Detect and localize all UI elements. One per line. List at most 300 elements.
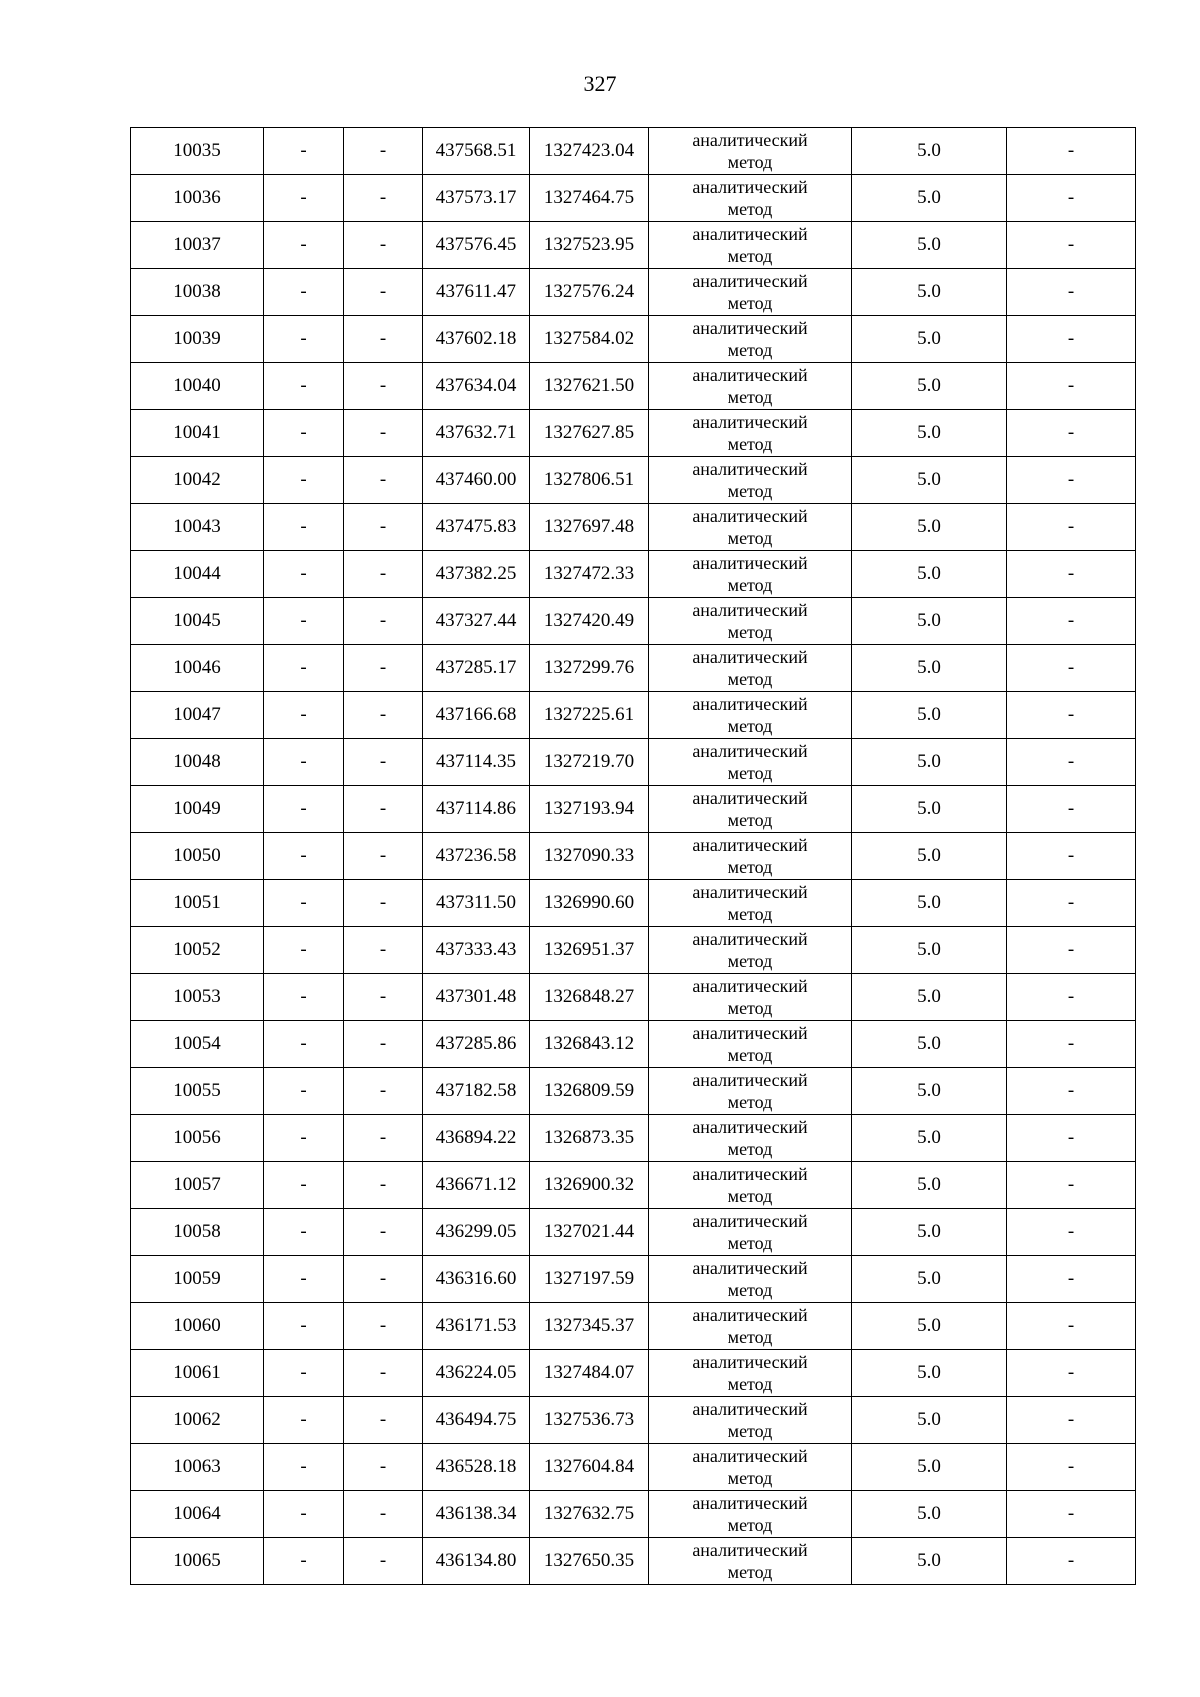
empty-value-cell: - bbox=[1007, 1209, 1136, 1256]
method-line-2: метод bbox=[727, 622, 773, 642]
accuracy-cell: 5.0 bbox=[852, 927, 1007, 974]
method-line-1: аналитический bbox=[692, 1399, 808, 1419]
table-row bbox=[131, 269, 1136, 316]
empty-value-cell: - bbox=[1007, 363, 1136, 410]
accuracy-cell: 5.0 bbox=[852, 269, 1007, 316]
empty-value-cell: - bbox=[264, 645, 344, 692]
x-coordinate-cell: 437475.83 bbox=[423, 504, 530, 551]
method-cell bbox=[649, 1068, 852, 1115]
y-coordinate-cell: 1327423.04 bbox=[530, 128, 649, 175]
accuracy-cell: 5.0 bbox=[852, 1209, 1007, 1256]
table-row bbox=[131, 786, 1136, 833]
empty-value-cell: - bbox=[1007, 551, 1136, 598]
method-cell bbox=[649, 927, 852, 974]
method-line-2: метод bbox=[727, 998, 773, 1018]
x-coordinate-cell: 437460.00 bbox=[423, 457, 530, 504]
table-body bbox=[131, 128, 1136, 1585]
y-coordinate-cell: 1327632.75 bbox=[530, 1491, 649, 1538]
y-coordinate-cell: 1327576.24 bbox=[530, 269, 649, 316]
empty-value-cell: - bbox=[344, 786, 423, 833]
point-number-cell: 10059 bbox=[131, 1256, 264, 1303]
table-row bbox=[131, 1209, 1136, 1256]
method-line-2: метод bbox=[727, 669, 773, 689]
method-line-2: метод bbox=[727, 904, 773, 924]
empty-value-cell: - bbox=[264, 504, 344, 551]
empty-value-cell: - bbox=[1007, 1021, 1136, 1068]
method-line-2: метод bbox=[727, 1374, 773, 1394]
empty-value-cell: - bbox=[264, 457, 344, 504]
coordinates-table bbox=[130, 127, 1136, 1585]
empty-value-cell: - bbox=[264, 1115, 344, 1162]
method-cell bbox=[649, 1397, 852, 1444]
empty-value-cell: - bbox=[264, 880, 344, 927]
method-cell bbox=[649, 833, 852, 880]
y-coordinate-cell: 1327219.70 bbox=[530, 739, 649, 786]
y-coordinate-cell: 1326873.35 bbox=[530, 1115, 649, 1162]
x-coordinate-cell: 437311.50 bbox=[423, 880, 530, 927]
point-number-cell: 10060 bbox=[131, 1303, 264, 1350]
empty-value-cell: - bbox=[344, 410, 423, 457]
method-line-1: аналитический bbox=[692, 318, 808, 338]
method-line-1: аналитический bbox=[692, 506, 808, 526]
method-line-1: аналитический bbox=[692, 1446, 808, 1466]
accuracy-cell: 5.0 bbox=[852, 1350, 1007, 1397]
method-line-2: метод bbox=[727, 1280, 773, 1300]
y-coordinate-cell: 1327627.85 bbox=[530, 410, 649, 457]
method-cell bbox=[649, 692, 852, 739]
accuracy-cell: 5.0 bbox=[852, 739, 1007, 786]
empty-value-cell: - bbox=[344, 269, 423, 316]
x-coordinate-cell: 436138.34 bbox=[423, 1491, 530, 1538]
table-row bbox=[131, 739, 1136, 786]
method-line-1: аналитический bbox=[692, 741, 808, 761]
empty-value-cell: - bbox=[1007, 175, 1136, 222]
method-line-1: аналитический bbox=[692, 694, 808, 714]
method-cell bbox=[649, 1115, 852, 1162]
method-cell bbox=[649, 222, 852, 269]
accuracy-cell: 5.0 bbox=[852, 1397, 1007, 1444]
table-row bbox=[131, 833, 1136, 880]
empty-value-cell: - bbox=[264, 363, 344, 410]
empty-value-cell: - bbox=[264, 269, 344, 316]
empty-value-cell: - bbox=[344, 1256, 423, 1303]
accuracy-cell: 5.0 bbox=[852, 504, 1007, 551]
point-number-cell: 10062 bbox=[131, 1397, 264, 1444]
point-number-cell: 10058 bbox=[131, 1209, 264, 1256]
method-line-2: метод bbox=[727, 528, 773, 548]
empty-value-cell: - bbox=[344, 1538, 423, 1585]
y-coordinate-cell: 1326951.37 bbox=[530, 927, 649, 974]
point-number-cell: 10042 bbox=[131, 457, 264, 504]
empty-value-cell: - bbox=[344, 1444, 423, 1491]
method-line-1: аналитический bbox=[692, 224, 808, 244]
empty-value-cell: - bbox=[344, 1068, 423, 1115]
method-line-1: аналитический bbox=[692, 647, 808, 667]
table-row bbox=[131, 1303, 1136, 1350]
point-number-cell: 10063 bbox=[131, 1444, 264, 1491]
point-number-cell: 10054 bbox=[131, 1021, 264, 1068]
method-line-2: метод bbox=[727, 951, 773, 971]
method-cell bbox=[649, 363, 852, 410]
accuracy-cell: 5.0 bbox=[852, 645, 1007, 692]
empty-value-cell: - bbox=[1007, 833, 1136, 880]
x-coordinate-cell: 437611.47 bbox=[423, 269, 530, 316]
method-line-2: метод bbox=[727, 1139, 773, 1159]
method-line-2: метод bbox=[727, 1562, 773, 1582]
point-number-cell: 10045 bbox=[131, 598, 264, 645]
accuracy-cell: 5.0 bbox=[852, 786, 1007, 833]
method-cell bbox=[649, 457, 852, 504]
point-number-cell: 10036 bbox=[131, 175, 264, 222]
x-coordinate-cell: 437166.68 bbox=[423, 692, 530, 739]
x-coordinate-cell: 437285.17 bbox=[423, 645, 530, 692]
accuracy-cell: 5.0 bbox=[852, 410, 1007, 457]
method-line-1: аналитический bbox=[692, 976, 808, 996]
empty-value-cell: - bbox=[1007, 1350, 1136, 1397]
method-line-1: аналитический bbox=[692, 271, 808, 291]
point-number-cell: 10055 bbox=[131, 1068, 264, 1115]
point-number-cell: 10061 bbox=[131, 1350, 264, 1397]
x-coordinate-cell: 436299.05 bbox=[423, 1209, 530, 1256]
method-line-2: метод bbox=[727, 857, 773, 877]
empty-value-cell: - bbox=[1007, 1444, 1136, 1491]
empty-value-cell: - bbox=[1007, 269, 1136, 316]
point-number-cell: 10047 bbox=[131, 692, 264, 739]
y-coordinate-cell: 1327472.33 bbox=[530, 551, 649, 598]
table-row bbox=[131, 1538, 1136, 1585]
x-coordinate-cell: 436316.60 bbox=[423, 1256, 530, 1303]
method-line-2: метод bbox=[727, 1186, 773, 1206]
method-line-2: метод bbox=[727, 1421, 773, 1441]
accuracy-cell: 5.0 bbox=[852, 833, 1007, 880]
empty-value-cell: - bbox=[264, 833, 344, 880]
method-line-1: аналитический bbox=[692, 929, 808, 949]
method-line-1: аналитический bbox=[692, 553, 808, 573]
empty-value-cell: - bbox=[1007, 786, 1136, 833]
y-coordinate-cell: 1326900.32 bbox=[530, 1162, 649, 1209]
table-row bbox=[131, 1162, 1136, 1209]
empty-value-cell: - bbox=[1007, 927, 1136, 974]
empty-value-cell: - bbox=[344, 175, 423, 222]
method-line-2: метод bbox=[727, 1092, 773, 1112]
method-line-2: метод bbox=[727, 1468, 773, 1488]
x-coordinate-cell: 437301.48 bbox=[423, 974, 530, 1021]
x-coordinate-cell: 436894.22 bbox=[423, 1115, 530, 1162]
accuracy-cell: 5.0 bbox=[852, 1162, 1007, 1209]
y-coordinate-cell: 1327197.59 bbox=[530, 1256, 649, 1303]
method-cell bbox=[649, 551, 852, 598]
table-row bbox=[131, 1021, 1136, 1068]
method-cell bbox=[649, 786, 852, 833]
empty-value-cell: - bbox=[344, 927, 423, 974]
table-row bbox=[131, 598, 1136, 645]
empty-value-cell: - bbox=[1007, 1256, 1136, 1303]
x-coordinate-cell: 437236.58 bbox=[423, 833, 530, 880]
method-line-1: аналитический bbox=[692, 459, 808, 479]
empty-value-cell: - bbox=[1007, 128, 1136, 175]
x-coordinate-cell: 437573.17 bbox=[423, 175, 530, 222]
table-row bbox=[131, 974, 1136, 1021]
y-coordinate-cell: 1327299.76 bbox=[530, 645, 649, 692]
y-coordinate-cell: 1327193.94 bbox=[530, 786, 649, 833]
empty-value-cell: - bbox=[1007, 1397, 1136, 1444]
y-coordinate-cell: 1327420.49 bbox=[530, 598, 649, 645]
x-coordinate-cell: 437327.44 bbox=[423, 598, 530, 645]
empty-value-cell: - bbox=[264, 128, 344, 175]
method-cell bbox=[649, 1538, 852, 1585]
empty-value-cell: - bbox=[344, 457, 423, 504]
empty-value-cell: - bbox=[264, 1256, 344, 1303]
point-number-cell: 10039 bbox=[131, 316, 264, 363]
table-row bbox=[131, 175, 1136, 222]
x-coordinate-cell: 437182.58 bbox=[423, 1068, 530, 1115]
x-coordinate-cell: 437568.51 bbox=[423, 128, 530, 175]
empty-value-cell: - bbox=[344, 1303, 423, 1350]
x-coordinate-cell: 436224.05 bbox=[423, 1350, 530, 1397]
method-line-1: аналитический bbox=[692, 177, 808, 197]
method-line-1: аналитический bbox=[692, 1070, 808, 1090]
accuracy-cell: 5.0 bbox=[852, 1068, 1007, 1115]
table-row bbox=[131, 1350, 1136, 1397]
method-line-1: аналитический bbox=[692, 882, 808, 902]
point-number-cell: 10040 bbox=[131, 363, 264, 410]
method-cell bbox=[649, 128, 852, 175]
empty-value-cell: - bbox=[264, 222, 344, 269]
empty-value-cell: - bbox=[264, 1491, 344, 1538]
x-coordinate-cell: 436671.12 bbox=[423, 1162, 530, 1209]
point-number-cell: 10035 bbox=[131, 128, 264, 175]
empty-value-cell: - bbox=[344, 551, 423, 598]
x-coordinate-cell: 437333.43 bbox=[423, 927, 530, 974]
y-coordinate-cell: 1327523.95 bbox=[530, 222, 649, 269]
method-line-1: аналитический bbox=[692, 835, 808, 855]
y-coordinate-cell: 1327584.02 bbox=[530, 316, 649, 363]
empty-value-cell: - bbox=[264, 1209, 344, 1256]
accuracy-cell: 5.0 bbox=[852, 316, 1007, 363]
table-row bbox=[131, 410, 1136, 457]
empty-value-cell: - bbox=[264, 1350, 344, 1397]
empty-value-cell: - bbox=[1007, 1068, 1136, 1115]
empty-value-cell: - bbox=[1007, 739, 1136, 786]
empty-value-cell: - bbox=[264, 551, 344, 598]
empty-value-cell: - bbox=[264, 1444, 344, 1491]
empty-value-cell: - bbox=[1007, 222, 1136, 269]
method-cell bbox=[649, 504, 852, 551]
method-cell bbox=[649, 739, 852, 786]
empty-value-cell: - bbox=[264, 1021, 344, 1068]
empty-value-cell: - bbox=[1007, 457, 1136, 504]
accuracy-cell: 5.0 bbox=[852, 363, 1007, 410]
x-coordinate-cell: 436134.80 bbox=[423, 1538, 530, 1585]
accuracy-cell: 5.0 bbox=[852, 598, 1007, 645]
point-number-cell: 10065 bbox=[131, 1538, 264, 1585]
empty-value-cell: - bbox=[264, 1538, 344, 1585]
empty-value-cell: - bbox=[1007, 410, 1136, 457]
empty-value-cell: - bbox=[264, 692, 344, 739]
y-coordinate-cell: 1326809.59 bbox=[530, 1068, 649, 1115]
accuracy-cell: 5.0 bbox=[852, 222, 1007, 269]
accuracy-cell: 5.0 bbox=[852, 692, 1007, 739]
empty-value-cell: - bbox=[344, 1162, 423, 1209]
method-line-2: метод bbox=[727, 246, 773, 266]
method-line-2: метод bbox=[727, 1327, 773, 1347]
method-line-2: метод bbox=[727, 716, 773, 736]
method-cell bbox=[649, 1491, 852, 1538]
empty-value-cell: - bbox=[344, 1350, 423, 1397]
x-coordinate-cell: 436528.18 bbox=[423, 1444, 530, 1491]
empty-value-cell: - bbox=[344, 363, 423, 410]
y-coordinate-cell: 1326843.12 bbox=[530, 1021, 649, 1068]
accuracy-cell: 5.0 bbox=[852, 128, 1007, 175]
y-coordinate-cell: 1327604.84 bbox=[530, 1444, 649, 1491]
empty-value-cell: - bbox=[264, 1397, 344, 1444]
empty-value-cell: - bbox=[344, 1115, 423, 1162]
table-row bbox=[131, 363, 1136, 410]
accuracy-cell: 5.0 bbox=[852, 457, 1007, 504]
method-line-1: аналитический bbox=[692, 1211, 808, 1231]
method-line-1: аналитический bbox=[692, 1352, 808, 1372]
empty-value-cell: - bbox=[264, 175, 344, 222]
empty-value-cell: - bbox=[344, 128, 423, 175]
y-coordinate-cell: 1326848.27 bbox=[530, 974, 649, 1021]
empty-value-cell: - bbox=[344, 1021, 423, 1068]
method-cell bbox=[649, 1209, 852, 1256]
method-line-1: аналитический bbox=[692, 600, 808, 620]
empty-value-cell: - bbox=[264, 410, 344, 457]
empty-value-cell: - bbox=[1007, 1491, 1136, 1538]
empty-value-cell: - bbox=[344, 833, 423, 880]
table-row bbox=[131, 1444, 1136, 1491]
y-coordinate-cell: 1327225.61 bbox=[530, 692, 649, 739]
point-number-cell: 10049 bbox=[131, 786, 264, 833]
method-line-2: метод bbox=[727, 481, 773, 501]
y-coordinate-cell: 1327345.37 bbox=[530, 1303, 649, 1350]
table-row bbox=[131, 1256, 1136, 1303]
empty-value-cell: - bbox=[1007, 504, 1136, 551]
method-line-1: аналитический bbox=[692, 1164, 808, 1184]
accuracy-cell: 5.0 bbox=[852, 974, 1007, 1021]
x-coordinate-cell: 437285.86 bbox=[423, 1021, 530, 1068]
point-number-cell: 10050 bbox=[131, 833, 264, 880]
page-number: 327 bbox=[583, 71, 617, 96]
table-row bbox=[131, 128, 1136, 175]
accuracy-cell: 5.0 bbox=[852, 1256, 1007, 1303]
method-line-2: метод bbox=[727, 1045, 773, 1065]
method-cell bbox=[649, 1303, 852, 1350]
method-cell bbox=[649, 175, 852, 222]
accuracy-cell: 5.0 bbox=[852, 1538, 1007, 1585]
method-cell bbox=[649, 1350, 852, 1397]
method-line-2: метод bbox=[727, 152, 773, 172]
method-line-2: метод bbox=[727, 434, 773, 454]
point-number-cell: 10044 bbox=[131, 551, 264, 598]
y-coordinate-cell: 1327621.50 bbox=[530, 363, 649, 410]
method-cell bbox=[649, 645, 852, 692]
accuracy-cell: 5.0 bbox=[852, 1021, 1007, 1068]
empty-value-cell: - bbox=[344, 692, 423, 739]
x-coordinate-cell: 437114.35 bbox=[423, 739, 530, 786]
table-row bbox=[131, 551, 1136, 598]
table-row bbox=[131, 504, 1136, 551]
method-cell bbox=[649, 880, 852, 927]
y-coordinate-cell: 1327536.73 bbox=[530, 1397, 649, 1444]
method-line-1: аналитический bbox=[692, 412, 808, 432]
method-line-2: метод bbox=[727, 575, 773, 595]
table-row bbox=[131, 222, 1136, 269]
method-cell bbox=[649, 1162, 852, 1209]
table-row bbox=[131, 457, 1136, 504]
table-row bbox=[131, 1068, 1136, 1115]
point-number-cell: 10052 bbox=[131, 927, 264, 974]
empty-value-cell: - bbox=[1007, 1115, 1136, 1162]
x-coordinate-cell: 437114.86 bbox=[423, 786, 530, 833]
empty-value-cell: - bbox=[344, 1491, 423, 1538]
empty-value-cell: - bbox=[1007, 880, 1136, 927]
empty-value-cell: - bbox=[1007, 1162, 1136, 1209]
y-coordinate-cell: 1326990.60 bbox=[530, 880, 649, 927]
method-line-2: метод bbox=[727, 810, 773, 830]
point-number-cell: 10053 bbox=[131, 974, 264, 1021]
empty-value-cell: - bbox=[1007, 974, 1136, 1021]
x-coordinate-cell: 436171.53 bbox=[423, 1303, 530, 1350]
x-coordinate-cell: 437632.71 bbox=[423, 410, 530, 457]
empty-value-cell: - bbox=[344, 1209, 423, 1256]
empty-value-cell: - bbox=[1007, 692, 1136, 739]
empty-value-cell: - bbox=[344, 1397, 423, 1444]
empty-value-cell: - bbox=[1007, 598, 1136, 645]
method-cell bbox=[649, 269, 852, 316]
accuracy-cell: 5.0 bbox=[852, 1444, 1007, 1491]
table-row bbox=[131, 927, 1136, 974]
empty-value-cell: - bbox=[264, 1162, 344, 1209]
point-number-cell: 10048 bbox=[131, 739, 264, 786]
method-line-1: аналитический bbox=[692, 788, 808, 808]
accuracy-cell: 5.0 bbox=[852, 1303, 1007, 1350]
x-coordinate-cell: 437634.04 bbox=[423, 363, 530, 410]
empty-value-cell: - bbox=[264, 1303, 344, 1350]
method-cell bbox=[649, 1256, 852, 1303]
method-cell bbox=[649, 598, 852, 645]
point-number-cell: 10057 bbox=[131, 1162, 264, 1209]
method-cell bbox=[649, 410, 852, 457]
method-line-2: метод bbox=[727, 387, 773, 407]
accuracy-cell: 5.0 bbox=[852, 551, 1007, 598]
y-coordinate-cell: 1327806.51 bbox=[530, 457, 649, 504]
empty-value-cell: - bbox=[264, 316, 344, 363]
point-number-cell: 10046 bbox=[131, 645, 264, 692]
method-cell bbox=[649, 316, 852, 363]
point-number-cell: 10064 bbox=[131, 1491, 264, 1538]
y-coordinate-cell: 1327484.07 bbox=[530, 1350, 649, 1397]
y-coordinate-cell: 1327021.44 bbox=[530, 1209, 649, 1256]
method-line-1: аналитический bbox=[692, 1540, 808, 1560]
empty-value-cell: - bbox=[1007, 1303, 1136, 1350]
method-line-2: метод bbox=[727, 293, 773, 313]
x-coordinate-cell: 436494.75 bbox=[423, 1397, 530, 1444]
point-number-cell: 10037 bbox=[131, 222, 264, 269]
x-coordinate-cell: 437576.45 bbox=[423, 222, 530, 269]
point-number-cell: 10051 bbox=[131, 880, 264, 927]
table-row bbox=[131, 880, 1136, 927]
y-coordinate-cell: 1327090.33 bbox=[530, 833, 649, 880]
method-line-2: метод bbox=[727, 1233, 773, 1253]
empty-value-cell: - bbox=[1007, 645, 1136, 692]
table-row bbox=[131, 1491, 1136, 1538]
empty-value-cell: - bbox=[344, 739, 423, 786]
method-line-2: метод bbox=[727, 1515, 773, 1535]
method-line-2: метод bbox=[727, 340, 773, 360]
empty-value-cell: - bbox=[264, 927, 344, 974]
